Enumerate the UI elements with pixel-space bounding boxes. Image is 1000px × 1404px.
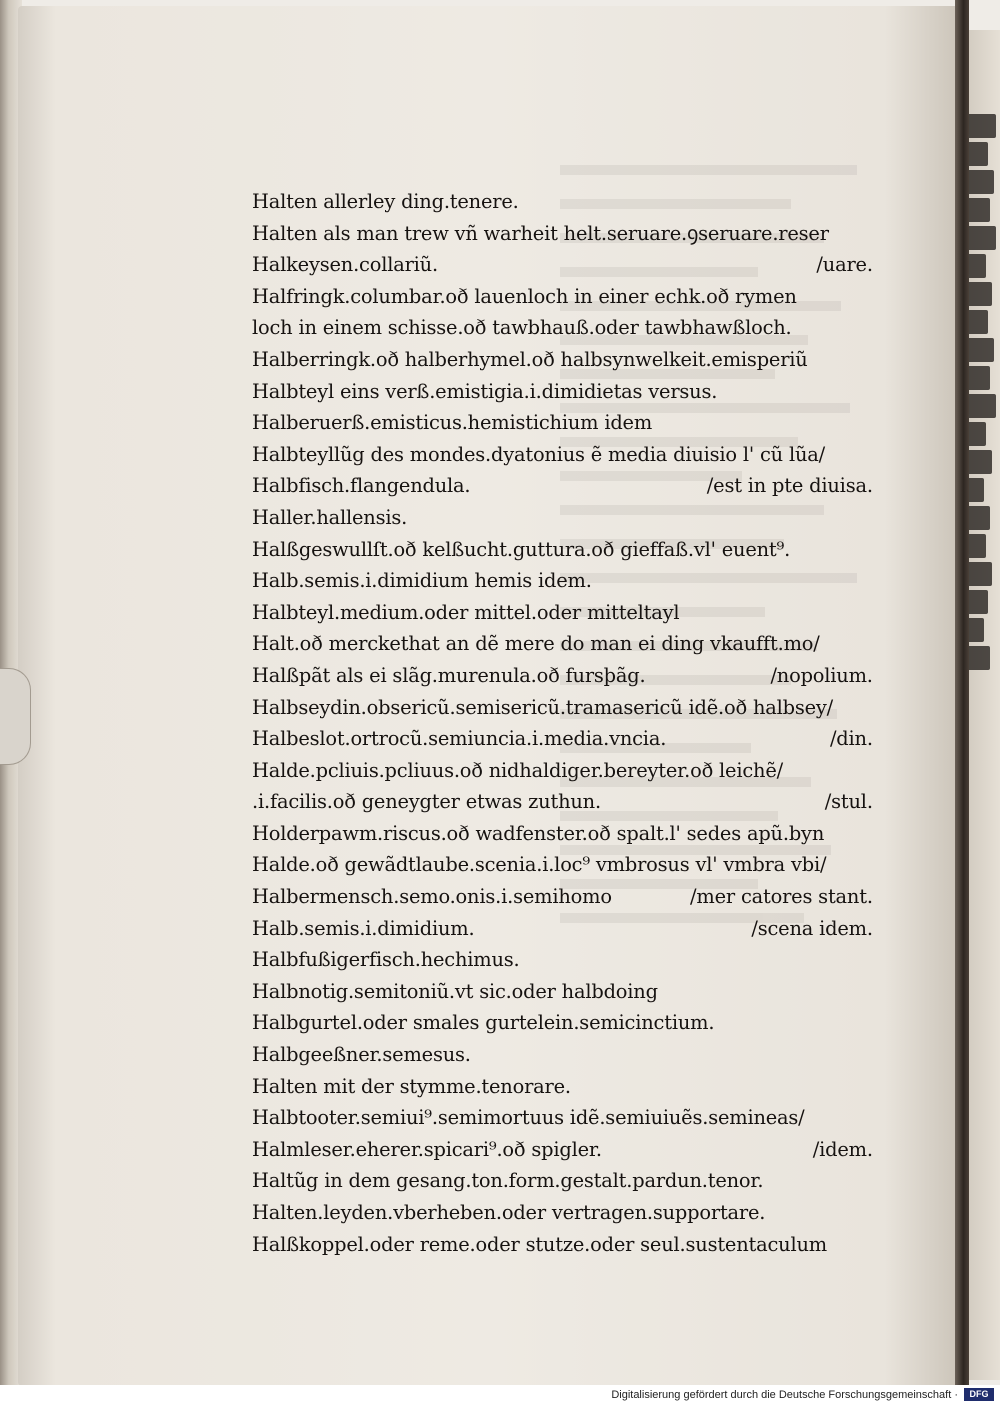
text-line: Halb.semis.i.dimidium hemis idem. xyxy=(252,568,592,593)
facing-page-word xyxy=(966,394,996,418)
dfg-logo: DFG xyxy=(964,1388,994,1401)
text-line: Halde.pcliuis.pcliuus.oð nidhaldiger.bereyter.oð leichẽ/ xyxy=(252,757,783,782)
text-line: Halde.oð gewãdtlaube.scenia.i.loc⁹ vmbrosus vl' vmbra vbi/ xyxy=(252,852,827,877)
text-line: Halßgeswullſt.oð kelßucht.guttura.oð gieffaß.vl' euent⁹. xyxy=(252,536,791,561)
text-line: Halßkoppel.oder reme.oder stutze.oder seul.sustentaculum xyxy=(252,1231,827,1256)
text-line: Halbteyl.medium.oder mittel.oder mitteltayl xyxy=(252,599,680,624)
line-left: .i.facilis.oð geneygter etwas zuthun. xyxy=(252,789,601,814)
text-line: Haller.hallensis. xyxy=(252,504,408,529)
facing-page-word xyxy=(966,114,996,138)
line-left: Halßpãt als ei slãg.murenula.oð fursþãg. xyxy=(252,662,646,687)
line-left: Halb.semis.i.dimidium. xyxy=(252,915,475,940)
text-line xyxy=(252,1134,873,1166)
line-right: /uare. xyxy=(816,252,873,277)
text-line: Halberringk.oð halberhymel.oð halbsynwelkeit.emisperiũ xyxy=(252,346,808,371)
facing-page-word xyxy=(966,646,990,670)
facing-page-word xyxy=(966,198,990,222)
line-right: /idem. xyxy=(812,1136,873,1161)
line-right: /nopolium. xyxy=(770,662,873,687)
line-left: Halbermensch.semo.onis.i.semihomo xyxy=(252,884,612,909)
text-line xyxy=(252,881,873,913)
facing-page-word xyxy=(966,562,992,586)
text-line xyxy=(252,249,873,281)
line-right: /scena idem. xyxy=(751,915,873,940)
text-line xyxy=(252,470,873,502)
text-line: Halbteyllũg des mondes.dyatonius ẽ media diuisio l' cũ lũa/ xyxy=(252,441,825,466)
line-right: /mer catores stant. xyxy=(690,884,873,909)
funding-credit: Digitalisierung gefördert durch die Deutsche Forschungsgemeinschaft · xyxy=(611,1389,958,1401)
facing-page-word xyxy=(966,450,992,474)
text-line: Halfringk.columbar.oð lauenloch in einer echk.oð rymen xyxy=(252,283,797,308)
text-line xyxy=(252,786,873,818)
text-line xyxy=(252,723,873,755)
text-line: Holderpawm.riscus.oð wadfenster.oð spalt.l' sedes apũ.byn xyxy=(252,820,825,845)
facing-page-word xyxy=(966,422,986,446)
facing-page-word xyxy=(966,338,994,362)
text-line xyxy=(252,913,873,945)
text-line: Halten mit der stymme.tenorare. xyxy=(252,1073,571,1098)
text-line: Halbteyl eins verß.emistigia.i.dimidietas versus. xyxy=(252,378,718,403)
facing-page-word xyxy=(966,170,994,194)
book-gutter xyxy=(955,0,969,1385)
facing-page-word xyxy=(966,506,990,530)
text-line: Halten als man trew vñ warheit helt.seruare.ꝯseruare.reser xyxy=(252,220,829,245)
facing-page-word xyxy=(966,142,988,166)
text-line: Haltũg in dem gesang.ton.form.gestalt.pardun.tenor. xyxy=(252,1168,764,1193)
text-line xyxy=(252,660,873,692)
line-right: /est in pte diuisa. xyxy=(706,473,873,498)
text-line: Halten.leyden.vberheben.oder vertragen.supportare. xyxy=(252,1200,766,1224)
facing-page-word xyxy=(966,282,992,306)
facing-page-word xyxy=(966,534,986,558)
text-line: Halbfußigerfisch.hechimus. xyxy=(252,947,520,972)
text-line: Halberuerß.emisticus.hemistichium idem xyxy=(252,410,653,435)
text-line: Halbtooter.semiui⁹.semimortuus idẽ.semiuiuẽs.semineas/ xyxy=(252,1105,805,1130)
text-line: Halbseydin.obsericũ.semisericũ.tramasericũ idẽ.oð halbsey/ xyxy=(252,694,834,719)
line-left: Halbfisch.flangendula. xyxy=(252,473,471,498)
text-line: Halbgeeßner.semesus. xyxy=(252,1042,471,1067)
line-left: Halmleser.eherer.spicari⁹.oð spigler. xyxy=(252,1136,602,1161)
line-right: /din. xyxy=(829,726,873,751)
line-left: Halbeslot.ortrocũ.semiuncia.i.media.vncia. xyxy=(252,726,667,751)
facing-page-word xyxy=(966,590,988,614)
book-clasp xyxy=(0,668,31,765)
facing-page-word xyxy=(966,366,990,390)
facing-page-word xyxy=(966,226,996,250)
text-line: Halt.oð merckethat an dẽ mere do man ei ding vkaufft.mo/ xyxy=(252,631,820,656)
text-line: Halten allerley ding.tenere. xyxy=(252,189,519,213)
line-left: Halkeysen.collariũ. xyxy=(252,252,438,277)
facing-page-word xyxy=(966,310,988,334)
text-line: Halbgurtel.oder smales gurtelein.semicinctium. xyxy=(252,1010,715,1035)
glossary-text-block xyxy=(252,186,892,1260)
line-right: /stul. xyxy=(824,789,873,814)
facing-page-word xyxy=(966,254,986,278)
text-line: loch in einem schisse.oð tawbhauß.oder tawbhawßloch. xyxy=(252,315,792,340)
text-line: Halbnotig.semitoniũ.vt sic.oder halbdoing xyxy=(252,978,658,1003)
